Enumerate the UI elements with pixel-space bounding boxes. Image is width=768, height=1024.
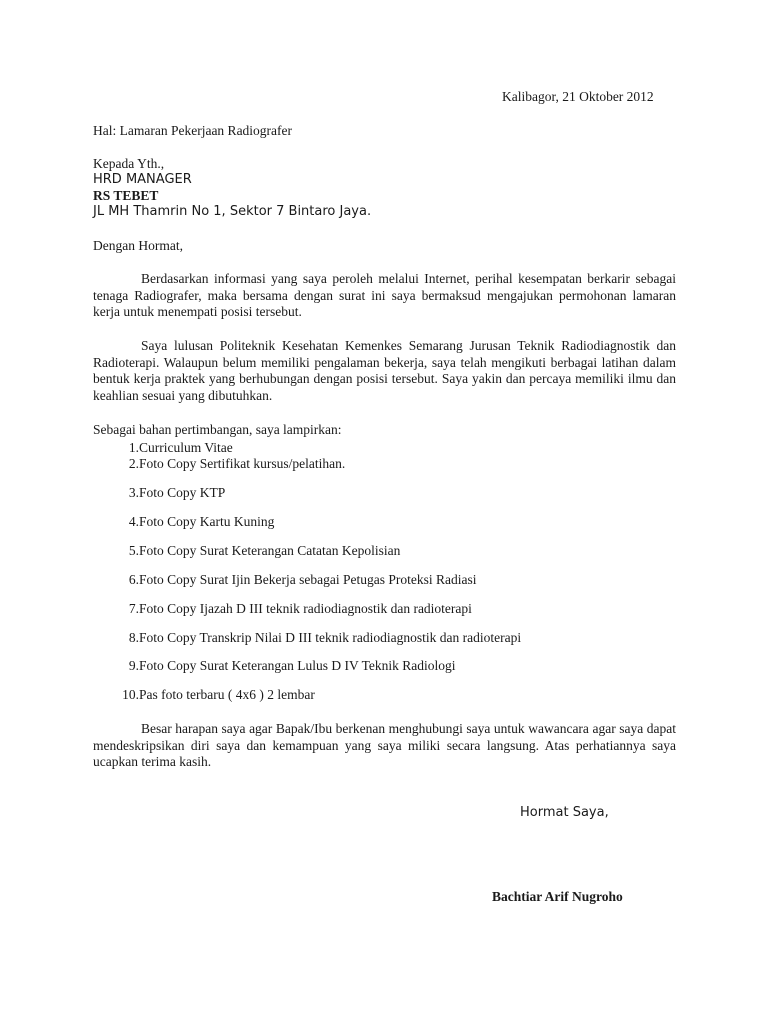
list-item-number: 1. — [128, 440, 139, 455]
list-item-number: 7. — [128, 601, 139, 616]
list-item-text: Foto Copy Surat Ijin Bekerja sebagai Petugas Proteksi Radiasi — [139, 572, 477, 587]
list-item-number: 5. — [128, 543, 139, 558]
sign-off: Hormat Saya, — [520, 805, 609, 820]
list-item-text: Foto Copy KTP — [139, 485, 226, 500]
list-item — [93, 440, 233, 456]
list-item-number: 4. — [128, 514, 139, 529]
paragraph-1-text: Berdasarkan informasi yang saya peroleh melalui Internet, perihal kesempatan berkarir sebagai tenaga Radiografer, maka bersama dengan surat ini saya bermaksud mengajukan permohonan lamaran kerja untuk menempati posisi tersebut. — [93, 271, 676, 319]
list-item — [93, 658, 456, 674]
list-item-number: 6. — [128, 572, 139, 587]
list-item-text: Foto Copy Surat Keterangan Lulus D IV Teknik Radiologi — [139, 658, 456, 673]
closing-paragraph-text: Besar harapan saya agar Bapak/Ibu berkenan menghubungi saya untuk wawancara agar saya dapat mendeskripsikan diri saya dan kemampuan yang saya miliki secara langsung. Atas perhatiannya saya ucapkan terima kasih. — [93, 721, 676, 769]
list-item — [93, 514, 275, 530]
subject-line: Hal: Lamaran Pekerjaan Radiografer — [93, 123, 293, 138]
list-item — [93, 485, 226, 501]
paragraph-2 — [93, 338, 676, 404]
attachments-intro: Sebagai bahan pertimbangan, saya lampirkan: — [93, 422, 342, 437]
list-item-text: Foto Copy Sertifikat kursus/pelatihan. — [139, 456, 346, 471]
list-item — [93, 687, 315, 703]
list-item — [93, 543, 401, 559]
closing-paragraph — [93, 721, 676, 771]
place-date: Kalibagor, 21 Oktober 2012 — [502, 89, 654, 104]
recipient-title: HRD MANAGER — [93, 172, 192, 187]
list-item-text: Curriculum Vitae — [139, 440, 233, 455]
list-item-text: Foto Copy Ijazah D III teknik radiodiagnostik dan radioterapi — [139, 601, 472, 616]
list-item-number: 8. — [128, 630, 139, 645]
recipient-org: RS TEBET — [93, 188, 159, 203]
salutation: Dengan Hormat, — [93, 238, 183, 253]
list-item — [93, 572, 477, 588]
paragraph-1 — [93, 271, 676, 321]
list-item — [93, 630, 522, 646]
list-item — [93, 601, 472, 617]
list-item-number: 2. — [128, 456, 139, 471]
list-item-text: Foto Copy Kartu Kuning — [139, 514, 275, 529]
list-item — [93, 456, 346, 472]
list-item-text: Foto Copy Surat Keterangan Catatan Kepolisian — [139, 543, 401, 558]
list-item-text: Pas foto terbaru ( 4x6 ) 2 lembar — [139, 687, 315, 702]
list-item-text: Foto Copy Transkrip Nilai D III teknik radiodiagnostik dan radioterapi — [139, 630, 522, 645]
list-item-number: 9. — [128, 658, 139, 673]
paragraph-2-text: Saya lulusan Politeknik Kesehatan Kemenkes Semarang Jurusan Teknik Radiodiagnostik dan Radioterapi. Walaupun belum memiliki pengalaman bekerja, saya telah mengikuti berbagai latihan dalam bentuk kerja praktek yang berhubungan dengan posisi tersebut. Saya yakin dan percaya memiliki ilmu dan keahlian sesuai yang dibutuhkan. — [93, 338, 676, 403]
recipient-greeting: Kepada Yth., — [93, 156, 165, 171]
list-item-number: 3. — [128, 485, 139, 500]
list-item-number: 10. — [122, 687, 139, 702]
signer-name: Bachtiar Arif Nugroho — [492, 889, 623, 904]
recipient-address: JL MH Thamrin No 1, Sektor 7 Bintaro Jaya. — [93, 204, 372, 219]
